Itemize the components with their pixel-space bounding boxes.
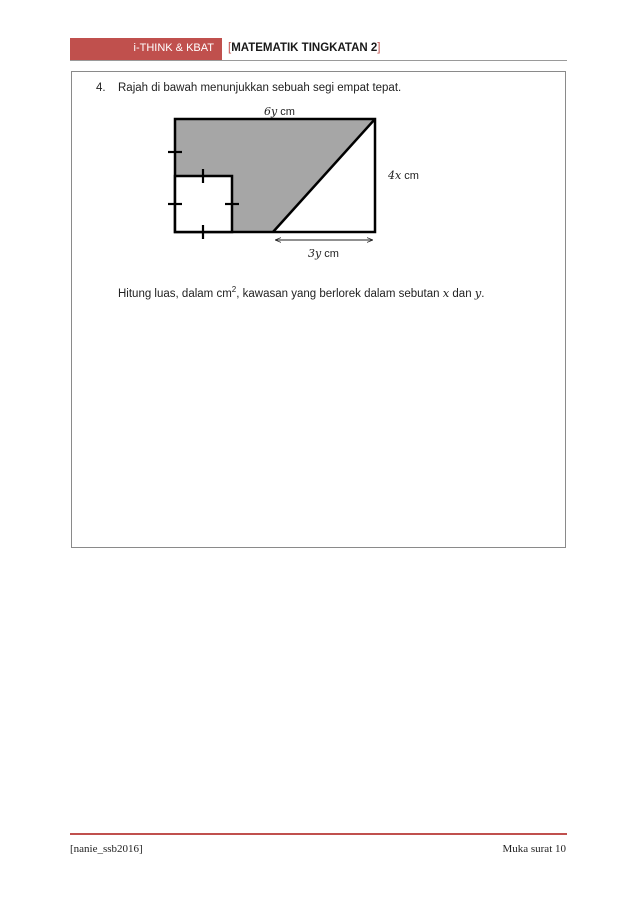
instruction-var-y: y [474, 285, 482, 300]
header-band [70, 38, 222, 60]
header-bracket-close: ] [377, 42, 381, 54]
label-bottom [308, 247, 339, 260]
footer-rule [70, 833, 567, 835]
instruction-mid: , kawasan yang berlorek dalam sebutan [236, 287, 443, 300]
footer-left: [nanie_ssb2016] [70, 843, 143, 855]
label-top-unit: cm [277, 106, 295, 118]
header-title [228, 42, 380, 54]
header-bracket-open: [ [228, 42, 232, 54]
label-bottom-var: 3y [308, 247, 322, 260]
label-top-var: 6y [264, 105, 278, 118]
question-box [71, 71, 566, 548]
header-band-label: i-THINK & KBAT [133, 42, 214, 54]
instruction-sup: 2 [231, 285, 237, 294]
header-rule [70, 60, 567, 61]
instruction-pre: Hitung luas, dalam cm [118, 287, 232, 300]
label-bottom-unit: cm [321, 248, 339, 260]
instruction-var-x: x [442, 285, 450, 300]
header-title-text: MATEMATIK TINGKATAN 2 [231, 42, 378, 54]
instruction-and: dan [449, 287, 475, 300]
question-text: Rajah di bawah menunjukkan sebuah segi empat tepat. [118, 82, 402, 94]
label-top [264, 105, 295, 118]
label-right [388, 169, 419, 182]
inner-square [175, 176, 232, 232]
footer-page-number: Muka surat 10 [502, 843, 566, 855]
question-instruction [118, 285, 485, 300]
question-number: 4. [96, 82, 106, 94]
rectangle-diagram [72, 72, 565, 272]
instruction-end: . [481, 287, 485, 300]
label-right-unit: cm [401, 170, 419, 182]
label-right-var: 4x [388, 169, 402, 182]
